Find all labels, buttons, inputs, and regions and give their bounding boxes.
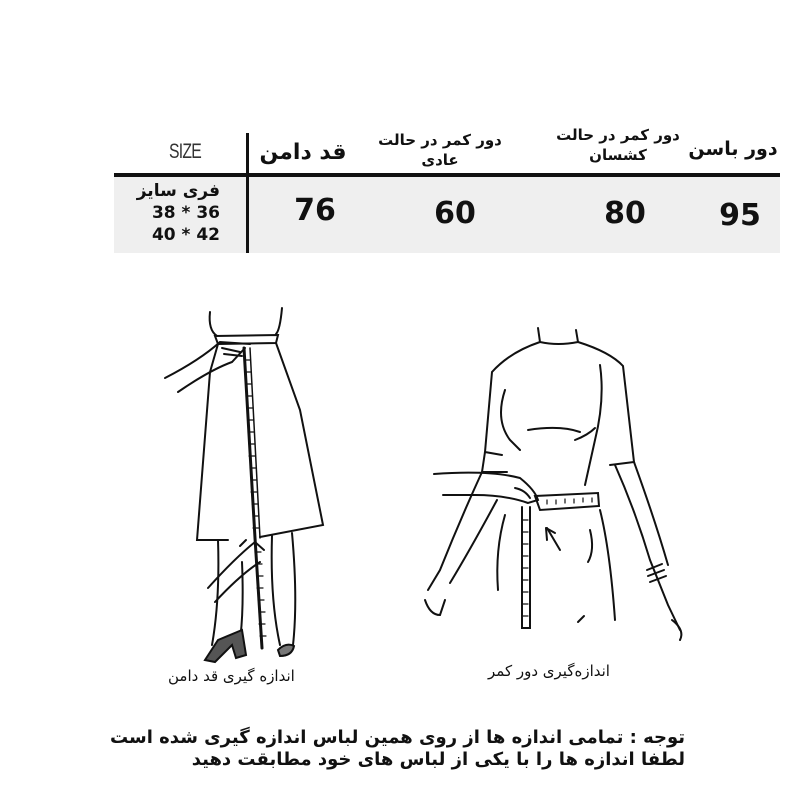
note-line-2: لطفا اندازه ها را با یکی از لباس های خود مطابقت دهید (191, 749, 685, 770)
waist-normal-header-line1: دور کمر در حالت (378, 131, 502, 149)
table-header-divider (114, 173, 780, 177)
size-cell (114, 180, 220, 246)
size-column-header: SIZE (168, 140, 202, 163)
waist-caption: اندازه‌گیری دور کمر (488, 662, 610, 680)
hip-value: 95 (719, 198, 761, 233)
waist-normal-header (370, 130, 510, 170)
waist-stretched-header (548, 125, 688, 165)
waist-stretched-header-line2: کشسان (589, 146, 647, 164)
waist-normal-header-line2: عادی (421, 151, 459, 169)
waist-normal-value: 60 (434, 196, 476, 231)
table-column-divider (246, 133, 249, 253)
waist-stretched-header-line1: دور کمر در حالت (556, 126, 680, 144)
waist-stretched-value: 80 (604, 196, 646, 231)
hip-header: دور باسن (688, 138, 778, 160)
note-line-1: توجه : تمامی اندازه ها از روی همین لباس اندازه گیری شده است (109, 727, 685, 748)
size-label: فری سایز (136, 181, 220, 201)
skirt-length-illustration (160, 300, 360, 670)
skirt-length-caption: اندازه گیری قد دامن (168, 667, 295, 685)
skirt-length-value: 76 (294, 193, 336, 228)
size-range-1: 38 * 36 (151, 203, 220, 223)
size-range-2: 40 * 42 (151, 225, 220, 245)
waist-measurement-illustration (410, 300, 700, 660)
measurement-note (110, 727, 685, 771)
skirt-length-header: قد دامن (259, 140, 347, 165)
